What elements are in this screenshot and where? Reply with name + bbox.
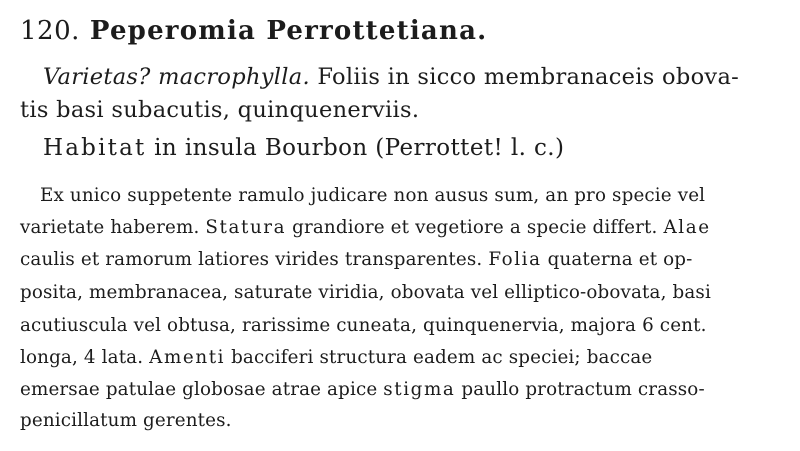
description-text: bacciferi structura eadem ac speciei; baccae	[231, 347, 653, 368]
variety-text-1: Foliis in sicco membranaceis obova-	[317, 64, 740, 90]
description-spaced-term: Folia	[488, 249, 542, 270]
description-spaced-term: Alae	[663, 217, 711, 238]
description-text: Ex unico suppetente ramulo judicare non ausus sum, an pro specie vel	[40, 185, 706, 206]
description-text: longa, 4 lata.	[20, 347, 144, 368]
description-spaced-term: Amenti	[149, 347, 226, 368]
description-spaced-term: stigma	[383, 379, 456, 400]
description-text: grandiore et vegetiore a specie differt.	[292, 217, 658, 238]
species-heading	[20, 18, 487, 44]
habitat-line	[43, 137, 564, 160]
description-text: caulis et ramorum latiores virides transparentes.	[20, 249, 483, 270]
variety-text-2: tis basi subacutis, quinquenerviis.	[20, 97, 420, 123]
description-text: acutiuscula vel obtusa, rarissime cuneata, quinquenervia, majora 6 cent.	[20, 315, 707, 336]
description-line-6	[20, 349, 652, 367]
variety-line-1	[43, 66, 739, 89]
description-line-5	[20, 317, 707, 335]
description-spaced-term: Statura	[205, 217, 287, 238]
habitat-label: Habitat	[43, 135, 147, 161]
description-text: paullo protractum crasso-	[461, 379, 705, 400]
species-number: 120.	[20, 16, 80, 46]
description-line-2	[20, 219, 711, 237]
description-line-8	[20, 412, 232, 430]
description-text: quaterna et op-	[547, 249, 693, 270]
variety-line-2	[20, 99, 419, 122]
description-text: posita, membranacea, saturate viridia, obovata vel elliptico-obovata, basi	[20, 282, 711, 303]
habitat-text: in insula Bourbon (Perrottet! l. c.)	[154, 135, 565, 161]
variety-label: Varietas? macrophylla.	[43, 64, 310, 90]
description-line-1	[40, 187, 705, 205]
description-text: varietate haberem.	[20, 217, 200, 238]
species-name: Peperomia Perrottetiana.	[89, 16, 488, 46]
description-text: emersae patulae globosae atrae apice	[20, 379, 378, 400]
description-line-3	[20, 251, 693, 269]
description-line-7	[20, 381, 705, 399]
description-text: penicillatum gerentes.	[20, 410, 232, 431]
description-line-4	[20, 284, 711, 302]
